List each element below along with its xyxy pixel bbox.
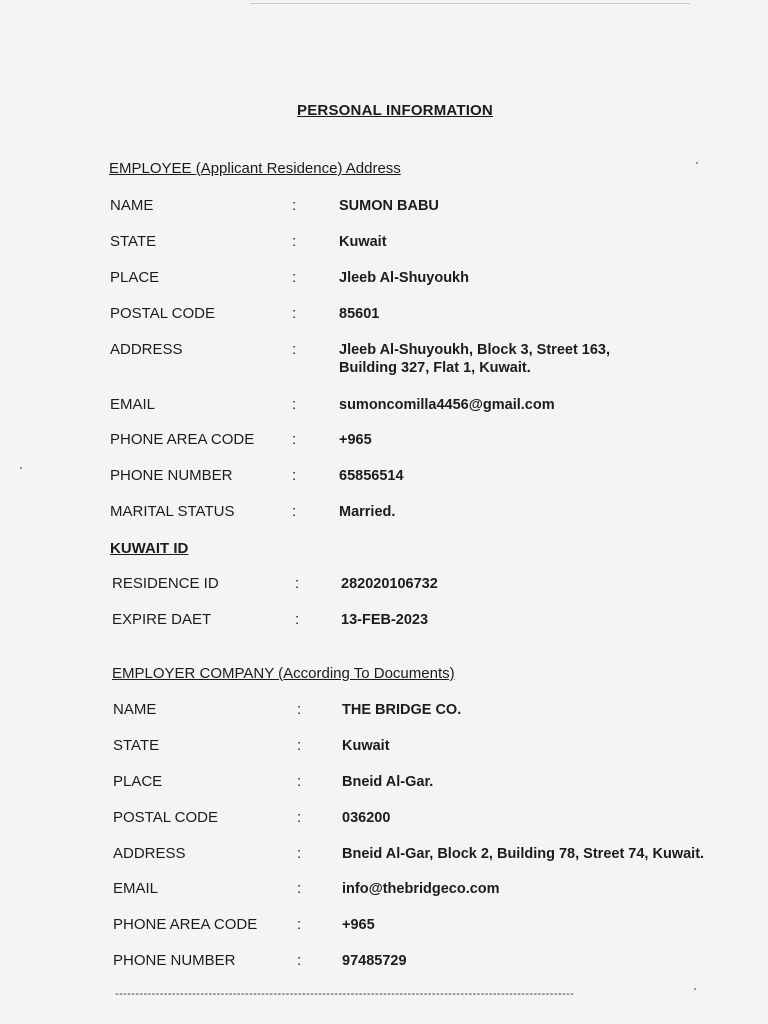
field-separator: : xyxy=(297,809,302,826)
field-value xyxy=(342,916,375,934)
field-value-line: +965 xyxy=(342,917,375,933)
field-label: MARITAL STATUS xyxy=(110,503,235,520)
field-label: EMAIL xyxy=(110,396,156,413)
field-separator: : xyxy=(297,880,302,897)
field-separator: : xyxy=(297,952,302,969)
field-separator: : xyxy=(297,845,302,862)
field-value xyxy=(341,611,428,629)
field-value-line: Bneid Al-Gar, Block 2, Building 78, Street 74, Kuwait. xyxy=(342,846,705,862)
field-separator: : xyxy=(297,916,302,933)
field-value-line: SUMON BABU xyxy=(339,198,439,214)
field-value xyxy=(342,737,390,755)
field-separator: : xyxy=(292,269,297,286)
field-separator: : xyxy=(297,773,302,790)
field-label: EMAIL xyxy=(113,880,159,897)
footer-dashed-rule: ----------------------------------------------------------------------------------------------------------------- xyxy=(115,988,575,1000)
field-value xyxy=(342,952,407,970)
field-label: EXPIRE DAET xyxy=(112,611,212,628)
field-label: PHONE NUMBER xyxy=(110,467,233,484)
field-value xyxy=(339,305,379,323)
field-label: PHONE AREA CODE xyxy=(110,431,255,448)
field-value-line: 97485729 xyxy=(342,953,407,969)
field-label: PLACE xyxy=(113,773,163,790)
field-value xyxy=(342,809,390,827)
field-value-line: Kuwait xyxy=(339,234,387,250)
employer-section-heading: EMPLOYER COMPANY (According To Documents) xyxy=(112,665,455,682)
field-value xyxy=(342,880,500,898)
field-label: PHONE NUMBER xyxy=(113,952,236,969)
field-label: POSTAL CODE xyxy=(113,809,219,826)
field-label: PHONE AREA CODE xyxy=(113,916,258,933)
field-separator: : xyxy=(297,701,302,718)
field-label: ADDRESS xyxy=(113,845,186,862)
field-value-line: 13-FEB-2023 xyxy=(341,612,429,628)
field-label: POSTAL CODE xyxy=(110,305,216,322)
employee-section-heading: EMPLOYEE (Applicant Residence) Address xyxy=(109,160,401,177)
field-value xyxy=(339,396,555,414)
field-separator: : xyxy=(292,197,297,214)
field-value-line: sumoncomilla4456@gmail.com xyxy=(339,397,555,413)
page-title: PERSONAL INFORMATION xyxy=(297,102,493,119)
field-value-line: 036200 xyxy=(342,810,391,826)
field-label: PLACE xyxy=(110,269,160,286)
field-value-line: 85601 xyxy=(339,306,380,322)
scan-speck xyxy=(20,467,22,469)
field-value xyxy=(342,701,461,719)
field-value-line: Kuwait xyxy=(342,738,390,754)
field-value-line: Married. xyxy=(339,504,396,520)
field-label: STATE xyxy=(113,737,160,754)
field-value xyxy=(339,503,395,521)
kuwait-id-heading: KUWAIT ID xyxy=(110,540,189,557)
field-separator: : xyxy=(292,305,297,322)
field-value xyxy=(339,233,387,251)
field-value-line: 65856514 xyxy=(339,468,404,484)
field-value-line: THE BRIDGE CO. xyxy=(342,702,462,718)
field-separator: : xyxy=(292,233,297,250)
field-value xyxy=(342,845,704,863)
field-value xyxy=(339,431,372,449)
scan-speck xyxy=(694,988,696,990)
field-label: ADDRESS xyxy=(110,341,183,358)
field-value xyxy=(339,467,404,485)
field-separator: : xyxy=(292,467,297,484)
field-value-line: Jleeb Al-Shuyoukh xyxy=(339,270,469,286)
field-value xyxy=(341,575,438,593)
field-separator: : xyxy=(292,396,297,413)
field-value-line: Jleeb Al-Shuyoukh, Block 3, Street 163, xyxy=(339,342,611,358)
field-separator: : xyxy=(295,575,300,592)
scan-speck xyxy=(696,162,698,164)
field-value-line: info@thebridgeco.com xyxy=(342,881,500,897)
field-separator: : xyxy=(292,341,297,358)
field-value-line: 282020106732 xyxy=(341,576,438,592)
field-value-line: Bneid Al-Gar. xyxy=(342,774,434,790)
field-label: NAME xyxy=(113,701,157,718)
field-value xyxy=(339,341,610,377)
field-label: STATE xyxy=(110,233,157,250)
field-label: NAME xyxy=(110,197,154,214)
field-value xyxy=(339,197,439,215)
field-label: RESIDENCE ID xyxy=(112,575,219,592)
field-value xyxy=(339,269,469,287)
field-value-line: Building 327, Flat 1, Kuwait. xyxy=(339,360,531,376)
field-separator: : xyxy=(292,431,297,448)
field-separator: : xyxy=(295,611,300,628)
field-value-line: +965 xyxy=(339,432,372,448)
field-separator: : xyxy=(292,503,297,520)
field-separator: : xyxy=(297,737,302,754)
scan-edge-line xyxy=(250,3,690,4)
field-value xyxy=(342,773,433,791)
